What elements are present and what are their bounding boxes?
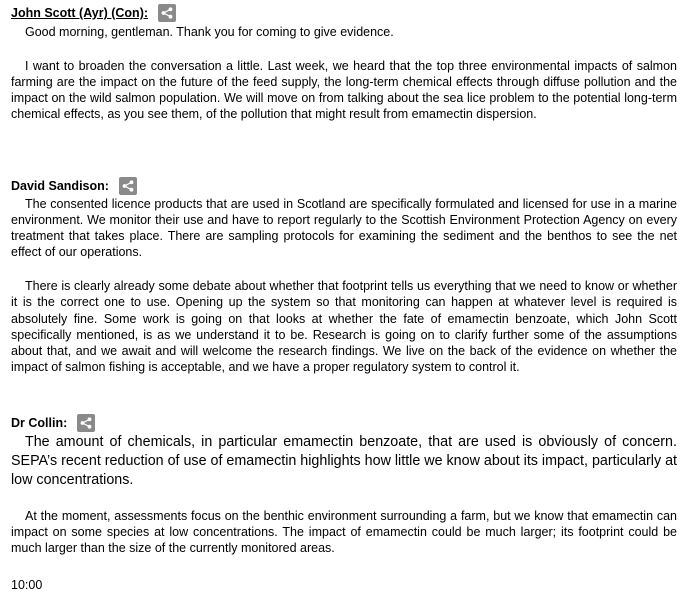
speaker-heading [11, 177, 677, 195]
speaker-name[interactable]: John Scott (Ayr) (Con): [11, 6, 149, 20]
timestamp: 10:00 [11, 578, 43, 592]
share-icon [122, 180, 134, 192]
share-icon [161, 7, 173, 19]
speaker-name: Dr Collin: [11, 416, 68, 430]
speech-block-dr-collin [11, 414, 677, 556]
share-icon [80, 417, 92, 429]
share-button[interactable] [158, 4, 176, 22]
speech-paragraph: The consented licence products that are used in Scotland are specifically formulated and licensed for use in a marine environment. We monitor their use and have to report regularly to the Scottish Environment Protection Agency on every treatment that takes place. There are sampling protocols for examining the sediment and the benthos to see the net effect of our operations. [11, 197, 677, 260]
speech-block-david-sandison [11, 177, 677, 375]
speaker-heading [11, 4, 677, 22]
speaker-heading [11, 414, 677, 432]
speech-paragraph: Good morning, gentleman. Thank you for coming to give evidence. [25, 25, 394, 39]
speech-paragraph: I want to broaden the conversation a little. Last week, we heard that the top three environmental impacts of salmon farming are the impact on the future of the feed supply, the long-term chemical effects through diffuse pollution and the impact on the wild salmon population. We will move on from talking about the sea lice problem to the potential long-term chemical effects, as you see them, of the pollution that might result from emamectin dispersion. [11, 59, 677, 122]
speech-block-john-scott [11, 4, 677, 122]
speech-paragraph: At the moment, assessments focus on the benthic environment surrounding a farm, but we know that emamectin can impact on some species at low concentrations. The impact of emamectin could be much larger; its footprint could be much larger than the size of the currently monitored areas. [11, 509, 677, 556]
speech-paragraph: The amount of chemicals, in particular emamectin benzoate, that are used is obviously of concern. SEPA’s recent reduction of use of emamectin highlights how little we know about its impact, particularly at low concentrations. [11, 434, 677, 488]
speaker-name: David Sandison: [11, 179, 109, 193]
share-button[interactable] [119, 177, 137, 195]
speech-paragraph: There is clearly already some debate about whether that footprint tells us everything that we need to know or whether it is the correct one to use. Opening up the system so that monitoring can happen at whatever level is required is absolutely fine. Some work is going on that looks at whether the fate of emamectin benzoate, which John Scott specifically mentioned, is as we understand it to be. Research is going on to clarify further some of the assumptions about that, and we await and will welcome the research findings. We live on the back of the evidence on whether the impact of salmon fishing is acceptable, and we have a proper regulatory system to control it. [11, 279, 677, 374]
share-button[interactable] [77, 414, 95, 432]
